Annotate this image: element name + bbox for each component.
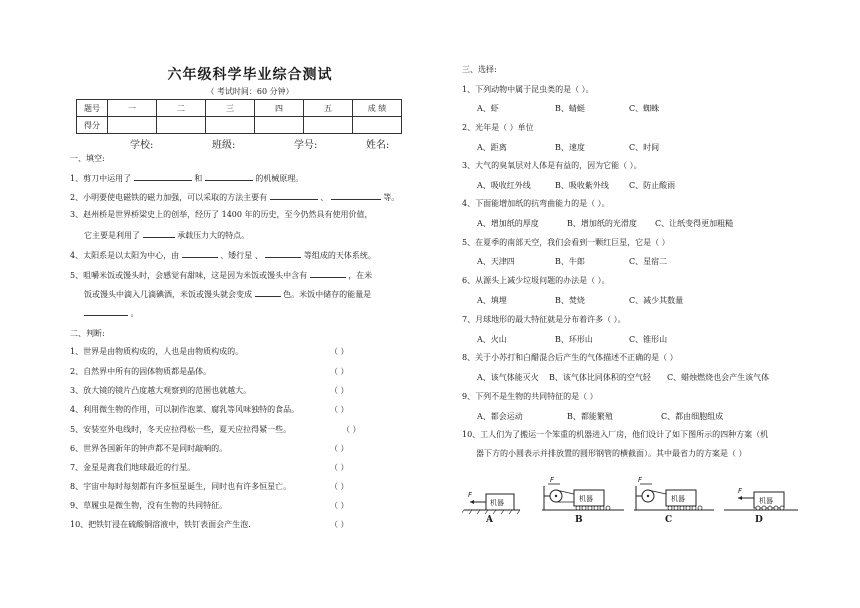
judge-question: 3、放大镜的镜片凸度越大观察到的范围也就越大。 bbox=[70, 386, 252, 395]
score-cell: 二 bbox=[157, 100, 206, 117]
choice-options bbox=[477, 295, 683, 306]
fill-question bbox=[70, 171, 303, 185]
machine-label: 机器 bbox=[490, 499, 504, 507]
fill-question bbox=[84, 306, 139, 320]
section2-heading: 二、判断: bbox=[70, 329, 105, 338]
choice-option[interactable]: C、锥形山 bbox=[629, 335, 668, 344]
question-text: 等。 bbox=[383, 193, 400, 202]
answer-paren[interactable]: （ ） bbox=[330, 463, 349, 472]
question-text: 5、咀嚼米饭或馒头时，会感觉有甜味，这是因为米饭或馒头中含有 bbox=[70, 271, 308, 280]
score-cell: 四 bbox=[255, 100, 304, 117]
choice-options bbox=[477, 218, 733, 229]
answer-paren[interactable]: （ ） bbox=[330, 444, 349, 453]
diagram-option-b bbox=[542, 476, 624, 510]
section1-heading: 一、填空: bbox=[70, 154, 105, 163]
choice-question: 8、关于小苏打和白醋混合后产生的气体描述不正确的是（ ） bbox=[462, 353, 678, 362]
choice-option[interactable]: C、让纸变得更加粗糙 bbox=[655, 219, 734, 228]
choice-question: 6、从源头上减少垃圾问题的办法是（ ）。 bbox=[462, 276, 610, 285]
section3-heading: 三、选择: bbox=[462, 65, 497, 74]
fill-question bbox=[70, 190, 399, 204]
choice-options bbox=[477, 411, 723, 422]
student-info bbox=[130, 136, 400, 151]
answer-blank[interactable] bbox=[134, 171, 192, 181]
choice-question: 10、工人们为了搬运一个笨重的机器进入厂房，他们设计了如下图所示的四种方案（机 bbox=[462, 430, 769, 439]
diagram-option-c bbox=[634, 476, 714, 510]
choice-option[interactable]: A、吸收红外线 bbox=[477, 181, 531, 190]
class-label: 班级: bbox=[212, 140, 236, 151]
choice-option[interactable]: C、都由细胞组成 bbox=[661, 412, 724, 421]
choice-question: 3、大气的臭氧层对人体是有益的，因为它能（ ）。 bbox=[462, 161, 642, 170]
figure-option-label: D bbox=[755, 515, 763, 525]
choice-option[interactable]: C、星宿二 bbox=[629, 257, 668, 266]
force-label: F bbox=[550, 476, 555, 484]
fill-question bbox=[70, 248, 376, 262]
fill-question bbox=[84, 228, 249, 242]
choice-question: 4、下面能增加纸的抗弯曲能力的是（ ）。 bbox=[462, 199, 610, 208]
answer-paren[interactable]: （ ） bbox=[330, 386, 349, 395]
judge-question: 9、草履虫是微生物，没有生物的共同特征。 bbox=[70, 501, 228, 510]
choice-option[interactable]: B、速度 bbox=[555, 143, 585, 152]
answer-blank[interactable] bbox=[205, 171, 253, 181]
diagram-option-a bbox=[462, 491, 520, 514]
choice-option[interactable]: B、都能繁殖 bbox=[567, 412, 613, 421]
answer-paren[interactable]: （ ） bbox=[330, 482, 349, 491]
answer-blank[interactable] bbox=[255, 287, 281, 297]
student-number-label: 学号: bbox=[294, 140, 318, 151]
machine-label: 机器 bbox=[671, 495, 685, 503]
answer-blank[interactable] bbox=[270, 190, 318, 200]
choice-option[interactable]: A、该气体能灭火 bbox=[477, 373, 539, 382]
choice-question: 5、在夏季的南部天空，我们会看到一颗红巨星，它是（ ） bbox=[462, 238, 670, 247]
choice-option[interactable]: B、蜻蜓 bbox=[555, 104, 585, 113]
answer-paren[interactable]: （ ） bbox=[342, 425, 361, 434]
choice-option[interactable]: B、焚烧 bbox=[555, 296, 585, 305]
school-label: 学校: bbox=[130, 140, 154, 151]
choice-options bbox=[477, 334, 667, 345]
score-cell: 得分 bbox=[77, 117, 108, 134]
question-text: 1、剪刀中运用了 bbox=[70, 174, 132, 183]
fill-question bbox=[70, 268, 372, 282]
choice-options bbox=[477, 180, 675, 191]
question-text: ，在米 bbox=[348, 271, 373, 280]
choice-option[interactable]: A、填埋 bbox=[477, 296, 507, 305]
score-input-cell[interactable] bbox=[108, 117, 157, 134]
exam-title: 六年级科学毕业综合测试 bbox=[167, 67, 333, 83]
judge-question: 10、把铁钉浸在硫酸铜溶液中，铁钉表面会产生泡. bbox=[70, 520, 251, 529]
force-label: F bbox=[738, 487, 743, 495]
choice-option[interactable]: B、吸收紫外线 bbox=[555, 181, 609, 190]
answer-blank[interactable] bbox=[331, 190, 381, 200]
judge-question: 2、自然界中所有的固体物质都是晶体。 bbox=[70, 367, 212, 376]
question-text: 3、赵州桥是世界桥梁史上的创举，经历了 1400 年的历史，至今仍然具有使用价值， bbox=[70, 210, 373, 219]
choice-option[interactable]: A、距离 bbox=[477, 143, 507, 152]
answer-blank[interactable] bbox=[310, 268, 346, 278]
figure-option-label: C bbox=[665, 515, 673, 525]
machine-moving-diagram bbox=[462, 468, 802, 538]
score-input-cell[interactable] bbox=[157, 117, 206, 134]
score-input-cell[interactable] bbox=[206, 117, 255, 134]
choice-option[interactable]: C、时间 bbox=[629, 143, 660, 152]
answer-paren[interactable]: （ ） bbox=[330, 520, 349, 529]
choice-option[interactable]: A、天津四 bbox=[477, 257, 515, 266]
choice-option[interactable]: A、虾 bbox=[477, 104, 499, 113]
name-label: 姓名: bbox=[366, 140, 390, 151]
judge-question: 4、利用微生物的作用，可以制作泡菜、腐乳等风味独特的食品。 bbox=[70, 405, 300, 414]
question-text: 、矮行星 、 bbox=[220, 251, 263, 260]
score-cell: 一 bbox=[108, 100, 157, 117]
choice-option[interactable]: C、减少其数量 bbox=[629, 296, 684, 305]
score-cell: 题号 bbox=[77, 100, 108, 117]
judge-question: 5、安装室外电线时，冬天应拉得松一些，夏天应拉得紧一些。 bbox=[70, 425, 292, 434]
score-table-row bbox=[77, 100, 402, 117]
judge-question: 1、世界是由物质构成的，人也是由物质构成的。 bbox=[70, 347, 244, 356]
question-text: 2、小明要使电磁铁的磁力加强，可以采取的方法主要有 bbox=[70, 193, 268, 202]
machine-label: 机器 bbox=[579, 495, 593, 503]
choice-option[interactable]: B、环形山 bbox=[555, 335, 593, 344]
diagram-option-d bbox=[724, 487, 798, 510]
choice-option[interactable]: A、火山 bbox=[477, 335, 507, 344]
question-text: 4、太阳系是以太阳为中心，由 bbox=[70, 251, 180, 260]
question-text: 。 bbox=[130, 309, 139, 318]
choice-options bbox=[477, 256, 667, 267]
choice-options bbox=[477, 372, 769, 383]
figure-option-label: B bbox=[575, 515, 583, 525]
choice-options bbox=[477, 103, 659, 114]
choice-question: 2、光年是（ ）单位 bbox=[462, 123, 534, 132]
question-text: 色。米饭中储存的能量是 bbox=[283, 290, 372, 299]
force-label: F bbox=[638, 476, 643, 484]
judge-question: 7、金星是离我们地球最近的行星。 bbox=[70, 463, 196, 472]
answer-blank[interactable] bbox=[182, 248, 218, 258]
choice-option[interactable]: B、牛郎 bbox=[555, 257, 585, 266]
question-text: 饭或馒头中滴入几滴碘酒，米饭或馒头就会变成 bbox=[84, 290, 252, 299]
choice-question: 器下方的小圆表示并排放置的圆形钢管的横截面）。其中最省力的方案是（ ） bbox=[476, 449, 747, 458]
answer-paren[interactable]: （ ） bbox=[330, 367, 349, 376]
figure-option-label: A bbox=[486, 515, 493, 525]
choice-option[interactable]: B、该气体比同体积的空气轻 bbox=[549, 373, 651, 382]
judge-question: 6、世界各国新年的钟声都不是同时敲响的。 bbox=[70, 444, 228, 453]
score-input-cell[interactable] bbox=[304, 117, 353, 134]
choice-options bbox=[477, 142, 659, 153]
score-table bbox=[76, 99, 402, 134]
machine-label: 机器 bbox=[759, 497, 773, 505]
answer-paren[interactable]: （ ） bbox=[330, 501, 349, 510]
score-input-cell[interactable] bbox=[255, 117, 304, 134]
question-text: 它主要是利用了 bbox=[84, 231, 140, 240]
force-label: F bbox=[468, 491, 473, 499]
answer-paren[interactable]: （ ） bbox=[330, 405, 349, 414]
answer-paren[interactable]: （ ） bbox=[330, 347, 349, 356]
answer-blank[interactable] bbox=[143, 228, 175, 238]
question-text: 等组成的天体系统。 bbox=[303, 251, 376, 260]
question-text: 和 bbox=[194, 174, 203, 183]
score-cell: 五 bbox=[304, 100, 353, 117]
answer-blank[interactable] bbox=[84, 306, 128, 316]
answer-blank[interactable] bbox=[265, 248, 301, 258]
choice-option[interactable]: C、防止酸雨 bbox=[629, 181, 676, 190]
choice-question: 9、下列不是生物的共同特征的是（ ） bbox=[462, 392, 598, 401]
fill-question bbox=[84, 287, 371, 301]
choice-option[interactable]: A、都会运动 bbox=[477, 412, 523, 421]
score-input-cell[interactable] bbox=[353, 117, 402, 134]
exam-subtitle: （ 考试时间：60 分钟） bbox=[206, 87, 294, 96]
judge-question: 8、宇宙中每时每刻都有许多恒星诞生，同时也有许多恒星亡。 bbox=[70, 482, 292, 491]
choice-option[interactable]: C、蜡烛燃烧也会产生该气体 bbox=[667, 373, 770, 382]
choice-option[interactable]: A、增加纸的厚度 bbox=[477, 219, 539, 228]
choice-option[interactable]: C、蜘蛛 bbox=[629, 104, 660, 113]
score-table-row bbox=[77, 117, 402, 134]
fill-question bbox=[70, 209, 373, 221]
score-cell: 三 bbox=[206, 100, 255, 117]
question-text: 承载压力大的特点。 bbox=[177, 231, 250, 240]
choice-question: 1、下列动物中属于昆虫类的是（ ）。 bbox=[462, 85, 594, 94]
score-cell: 成 绩 bbox=[353, 100, 402, 117]
question-text: 的机械原理。 bbox=[255, 174, 304, 183]
question-text: 、 bbox=[320, 193, 329, 202]
choice-question: 7、月球地形的最大特征就是分布着许多（ ）。 bbox=[462, 315, 626, 324]
choice-option[interactable]: B、增加纸的光滑度 bbox=[567, 219, 637, 228]
